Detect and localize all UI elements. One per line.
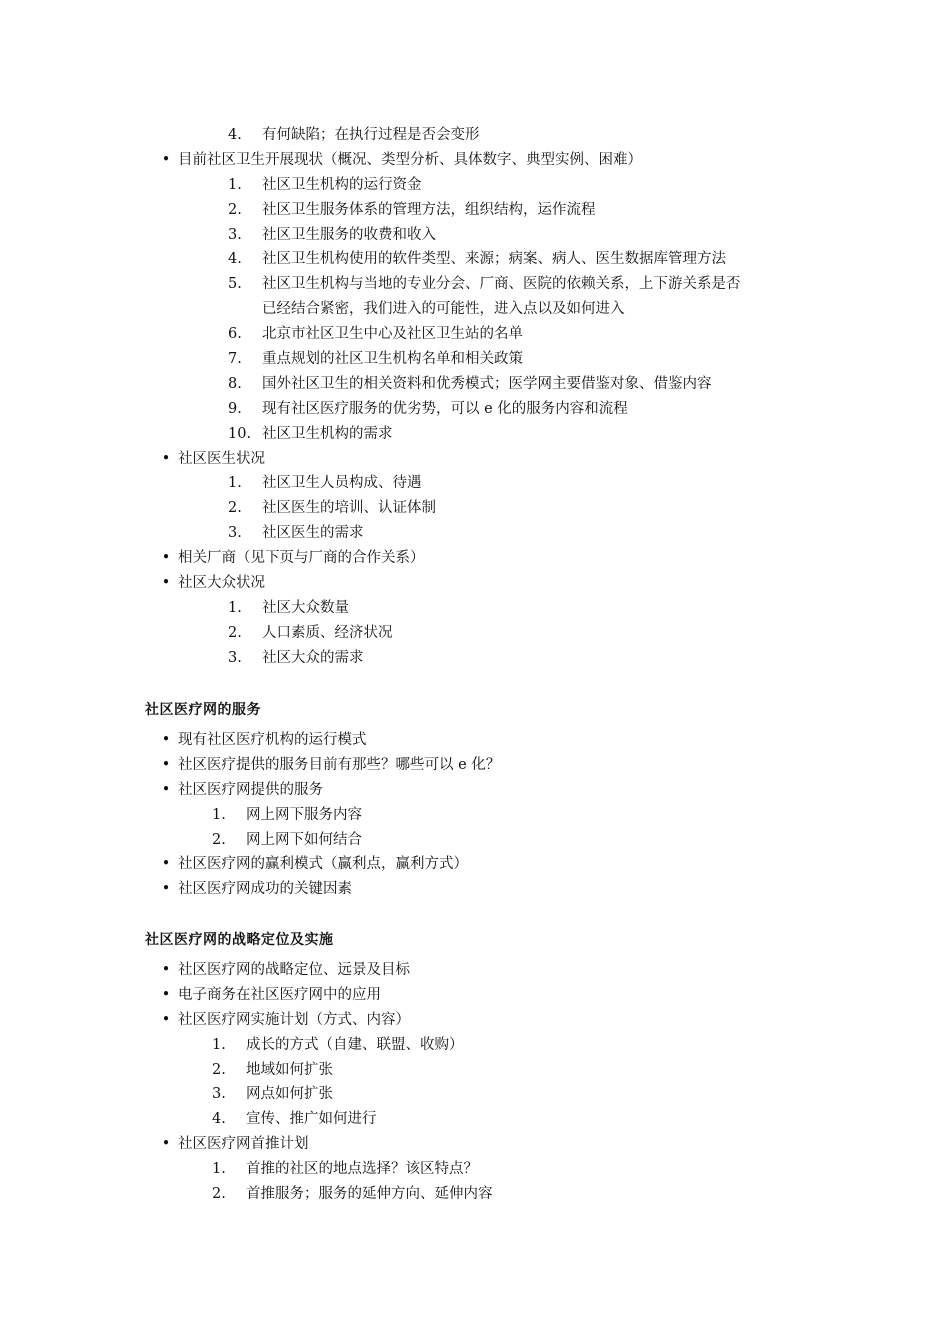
numbered-item <box>0 123 950 148</box>
numbered-item-text: 社区卫生服务的收费和收入 <box>262 226 436 243</box>
numbered-item-text: 现有社区医疗服务的优劣势，可以 e 化的服务内容和流程 <box>262 400 628 417</box>
numbered-item-text: 网上网下服务内容 <box>246 806 362 823</box>
numbered-item-text: 社区卫生机构的运行资金 <box>262 176 422 193</box>
numbered-item <box>0 1058 950 1083</box>
bullet-item <box>0 958 950 983</box>
bullet-item-text: 社区医疗网成功的关键因素 <box>178 881 352 898</box>
bullet-item-text: 目前社区卫生开展现状（概况、类型分析、具体数字、典型实例、困难） <box>178 151 642 168</box>
numbered-item <box>0 1033 950 1058</box>
item-number: 6. <box>228 326 242 343</box>
numbered-item-text: 人口素质、经济状况 <box>262 624 393 641</box>
bullet-item-text: 社区医生状况 <box>178 450 265 467</box>
numbered-item-text: 社区医生的需求 <box>262 525 364 542</box>
numbered-item <box>0 1107 950 1132</box>
numbered-item-text: 社区卫生机构的需求 <box>262 425 393 442</box>
bullet-item <box>0 1008 950 1033</box>
numbered-item-text: 北京市社区卫生中心及社区卫生站的名单 <box>262 326 523 343</box>
numbered-item-text: 首推的社区的地点选择？该区特点？ <box>246 1161 478 1178</box>
item-number: 5. <box>228 276 242 293</box>
numbered-item-text: 宣传、推广如何进行 <box>246 1111 377 1128</box>
bullet-item <box>0 447 950 472</box>
item-number: 1. <box>212 1036 226 1053</box>
numbered-item-text: 社区卫生人员构成、待遇 <box>262 475 422 492</box>
bullet-item <box>0 877 950 902</box>
numbered-item <box>0 596 950 621</box>
item-number: 1. <box>228 599 242 616</box>
item-number: 4. <box>212 1111 226 1128</box>
numbered-item-text: 重点规划的社区卫生机构名单和相关政策 <box>262 351 523 368</box>
bullet-item <box>0 852 950 877</box>
numbered-item-text: 社区卫生机构使用的软件类型、来源；病案、病人、医生数据库管理方法 <box>262 251 726 268</box>
item-number: 3. <box>212 1086 226 1103</box>
bullet-icon: • <box>161 575 171 592</box>
numbered-item <box>0 272 950 297</box>
bullet-item <box>0 753 950 778</box>
section-heading-services: 社区医疗网的服务 <box>145 702 261 718</box>
numbered-item <box>0 1182 950 1207</box>
item-number: 3. <box>228 226 242 243</box>
item-number: 9. <box>228 400 242 417</box>
item-number: 1. <box>212 806 226 823</box>
bullet-icon: • <box>161 550 171 567</box>
outline-section-strategy <box>0 958 950 1207</box>
bullet-icon: • <box>161 1136 171 1153</box>
item-number: 2. <box>212 831 226 848</box>
numbered-item-text: 首推服务；服务的延伸方向、延伸内容 <box>246 1186 493 1203</box>
item-number: 2. <box>228 500 242 517</box>
item-number: 4. <box>228 251 242 268</box>
numbered-item-text: 社区卫生服务体系的管理方法，组织结构，运作流程 <box>262 201 596 218</box>
bullet-item-text: 相关厂商（见下页与厂商的合作关系） <box>178 550 425 567</box>
numbered-item <box>0 422 950 447</box>
numbered-item-text: 国外社区卫生的相关资料和优秀模式；医学网主要借鉴对象、借鉴内容 <box>262 375 712 392</box>
item-number: 7. <box>228 351 242 368</box>
section-heading-strategy: 社区医疗网的战略定位及实施 <box>145 932 334 948</box>
bullet-item-text: 电子商务在社区医疗网中的应用 <box>178 986 381 1003</box>
bullet-icon: • <box>161 756 171 773</box>
numbered-item <box>0 297 950 322</box>
bullet-item-text: 社区医疗网首推计划 <box>178 1136 309 1153</box>
numbered-item-text: 网点如何扩张 <box>246 1086 333 1103</box>
numbered-item-text: 有何缺陷；在执行过程是否会变形 <box>262 127 480 143</box>
numbered-item-text: 社区医生的培训、认证体制 <box>262 500 436 517</box>
bullet-item-text: 现有社区医疗机构的运行模式 <box>178 732 367 748</box>
numbered-item-text: 社区大众的需求 <box>262 649 364 666</box>
bullet-item-text: 社区医疗网实施计划（方式、内容） <box>178 1011 410 1028</box>
numbered-item <box>0 1082 950 1107</box>
bullet-item-text: 社区医疗网提供的服务 <box>178 781 323 798</box>
numbered-item <box>0 397 950 422</box>
item-number: 1. <box>212 1161 226 1178</box>
bullet-item-text: 社区医疗网的战略定位、远景及目标 <box>178 962 410 978</box>
numbered-item <box>0 347 950 372</box>
bullet-icon: • <box>161 881 171 898</box>
numbered-item-text: 成长的方式（自建、联盟、收购） <box>246 1036 464 1053</box>
item-number: 1. <box>228 475 242 492</box>
bullet-icon: • <box>161 450 171 467</box>
item-number: 2. <box>228 624 242 641</box>
bullet-item <box>0 778 950 803</box>
numbered-item <box>0 223 950 248</box>
bullet-icon: • <box>161 962 171 978</box>
item-number: 2. <box>212 1186 226 1203</box>
bullet-icon: • <box>161 732 171 748</box>
numbered-item <box>0 198 950 223</box>
bullet-icon: • <box>161 986 171 1003</box>
item-number: 2. <box>212 1061 226 1078</box>
numbered-item <box>0 496 950 521</box>
item-number: 3. <box>228 525 242 542</box>
numbered-item <box>0 322 950 347</box>
numbered-item <box>0 646 950 671</box>
numbered-item <box>0 173 950 198</box>
bullet-icon: • <box>161 1011 171 1028</box>
numbered-item <box>0 521 950 546</box>
item-number: 3. <box>228 649 242 666</box>
bullet-icon: • <box>161 781 171 798</box>
numbered-item <box>0 247 950 272</box>
numbered-item <box>0 471 950 496</box>
numbered-item <box>0 621 950 646</box>
numbered-item <box>0 803 950 828</box>
item-number: 8. <box>228 375 242 392</box>
bullet-item-text: 社区医疗提供的服务目前有那些？哪些可以 e 化？ <box>178 756 501 773</box>
outline-section-status <box>0 123 950 671</box>
bullet-item <box>0 148 950 173</box>
numbered-item-text: 已经结合紧密，我们进入的可能性，进入点以及如何进入 <box>262 301 625 318</box>
item-number: 4. <box>228 127 242 143</box>
numbered-item <box>0 1157 950 1182</box>
numbered-item <box>0 372 950 397</box>
item-number: 10. <box>228 425 252 442</box>
numbered-item <box>0 828 950 853</box>
bullet-icon: • <box>161 856 171 873</box>
bullet-item <box>0 1132 950 1157</box>
bullet-item <box>0 983 950 1008</box>
item-number: 1. <box>228 176 242 193</box>
bullet-item <box>0 546 950 571</box>
bullet-icon: • <box>161 151 171 168</box>
bullet-item-text: 社区大众状况 <box>178 575 265 592</box>
bullet-item <box>0 728 950 753</box>
numbered-item-text: 社区大众数量 <box>262 599 349 616</box>
numbered-item-text: 网上网下如何结合 <box>246 831 362 848</box>
bullet-item <box>0 571 950 596</box>
numbered-item-text: 社区卫生机构与当地的专业分会、厂商、医院的依赖关系，上下游关系是否 <box>262 276 741 293</box>
item-number: 2. <box>228 201 242 218</box>
numbered-item-text: 地域如何扩张 <box>246 1061 333 1078</box>
bullet-item-text: 社区医疗网的赢利模式（赢利点，赢利方式） <box>178 856 468 873</box>
outline-section-services <box>0 728 950 902</box>
